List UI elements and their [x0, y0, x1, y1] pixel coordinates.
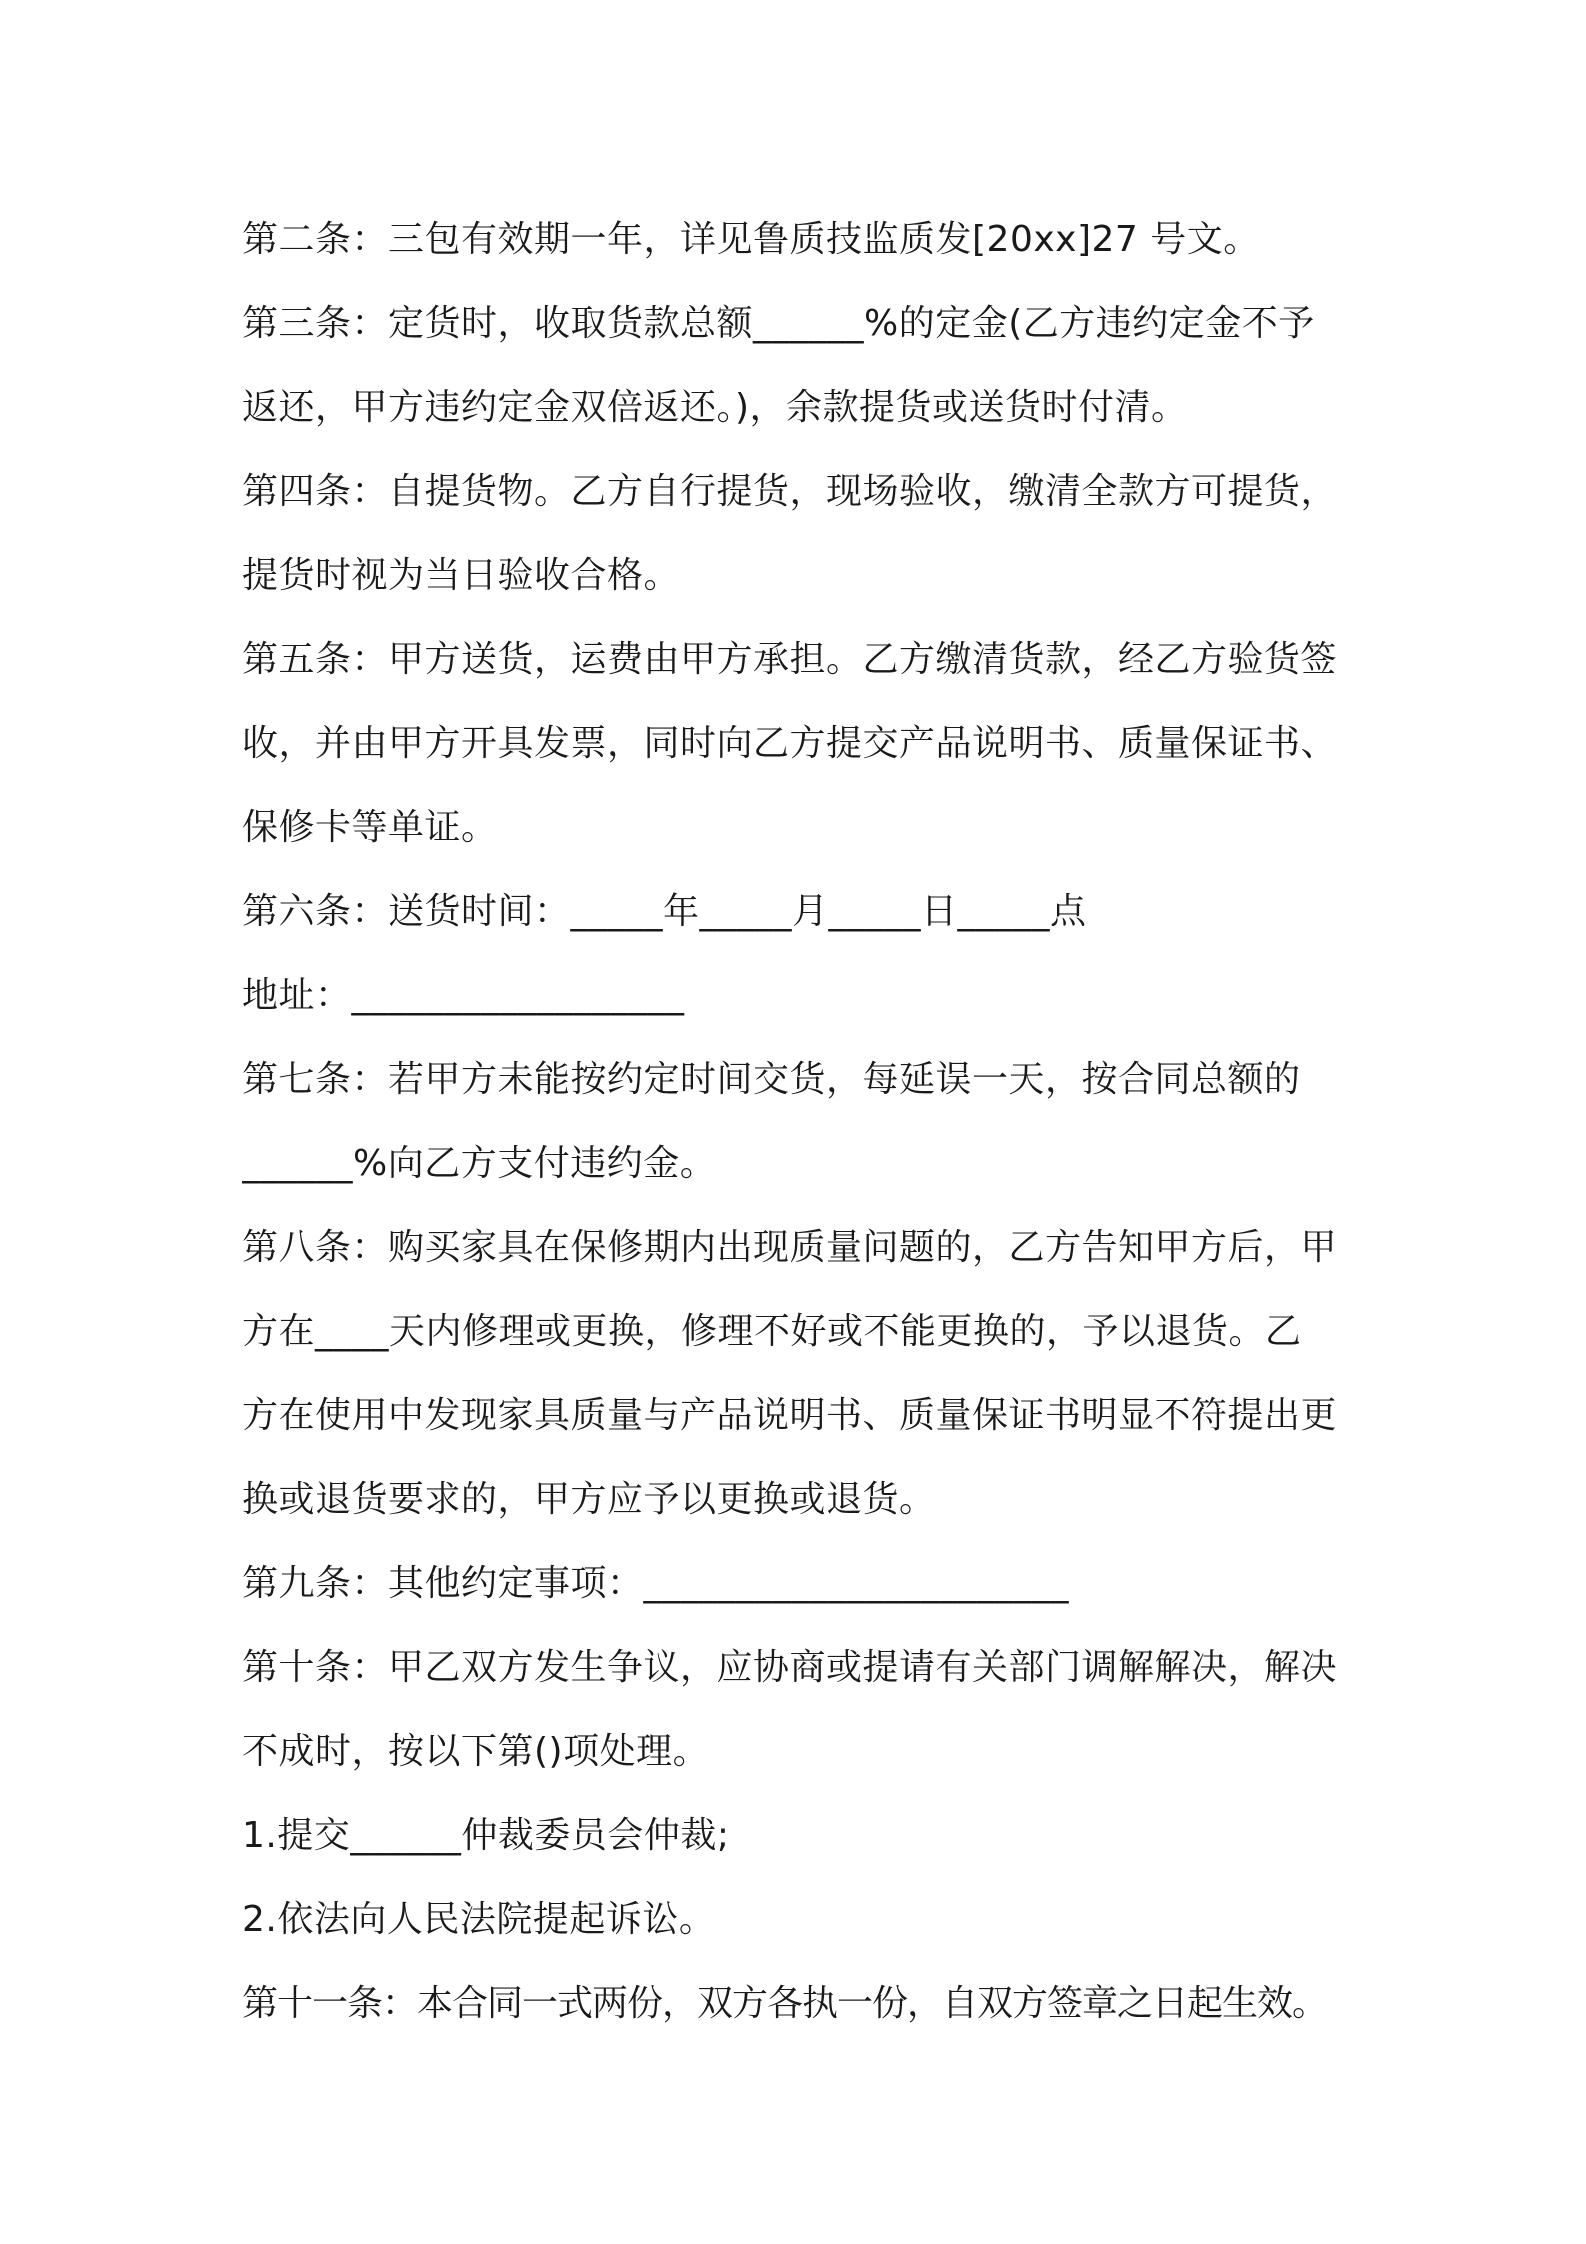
- clause-10-line-1: 第十条：甲乙双方发生争议，应协商或提请有关部门调解解决，解决: [242, 1647, 1338, 1688]
- address-line: 地址：__________________: [242, 975, 685, 1016]
- clause-3-line-1: 第三条：定货时，收取货款总额______%的定金(乙方违约定金不予: [242, 303, 1315, 344]
- clause-8-line-4: 换或退货要求的，甲方应予以更换或退货。: [242, 1479, 936, 1520]
- clause-8-line-3: 方在使用中发现家具质量与产品说明书、质量保证书明显不符提出更: [242, 1395, 1338, 1436]
- contract-body: [242, 198, 1352, 2046]
- clause-7-line-2: ______%向乙方支付违约金。: [242, 1143, 717, 1184]
- clause-5-line-3: 保修卡等单证。: [242, 807, 498, 848]
- clause-4-line-2: 提货时视为当日验收合格。: [242, 555, 681, 596]
- option-1-line: 1.提交______仲裁委员会仲裁;: [242, 1815, 730, 1856]
- clause-3-line-2: 返还，甲方违约定金双倍返还。)，余款提货或送货时付清。: [242, 387, 1188, 428]
- clause-4-line-1: 第四条：自提货物。乙方自行提货，现场验收，缴清全款方可提货，: [242, 471, 1338, 512]
- clause-5-line-1: 第五条：甲方送货，运费由甲方承担。乙方缴清货款，经乙方验货签: [242, 639, 1338, 680]
- clause-6-line-1: 第六条：送货时间：_____年_____月_____日_____点: [242, 891, 1087, 932]
- option-2-line: 2.依法向人民法院提起诉讼。: [242, 1899, 716, 1940]
- clause-9-line-1: 第九条：其他约定事项：_______________________: [242, 1563, 1070, 1604]
- clause-8-line-1: 第八条：购买家具在保修期内出现质量问题的，乙方告知甲方后，甲: [242, 1227, 1338, 1268]
- clause-8-line-2: 方在____天内修理或更换，修理不好或不能更换的，予以退货。乙: [242, 1311, 1302, 1352]
- clause-10-line-2: 不成时，按以下第()项处理。: [242, 1731, 710, 1772]
- clause-7-line-1: 第七条：若甲方未能按约定时间交货，每延误一天，按合同总额的: [242, 1059, 1301, 1100]
- clause-5-line-2: 收，并由甲方开具发票，同时向乙方提交产品说明书、质量保证书、: [242, 723, 1338, 764]
- clause-11-line-1: 第十一条：本合同一式两份，双方各执一份，自双方签章之日起生效。: [242, 1983, 1328, 2024]
- clause-2-line-1: 第二条：三包有效期一年，详见鲁质技监质发[20xx]27 号文。: [242, 219, 1260, 260]
